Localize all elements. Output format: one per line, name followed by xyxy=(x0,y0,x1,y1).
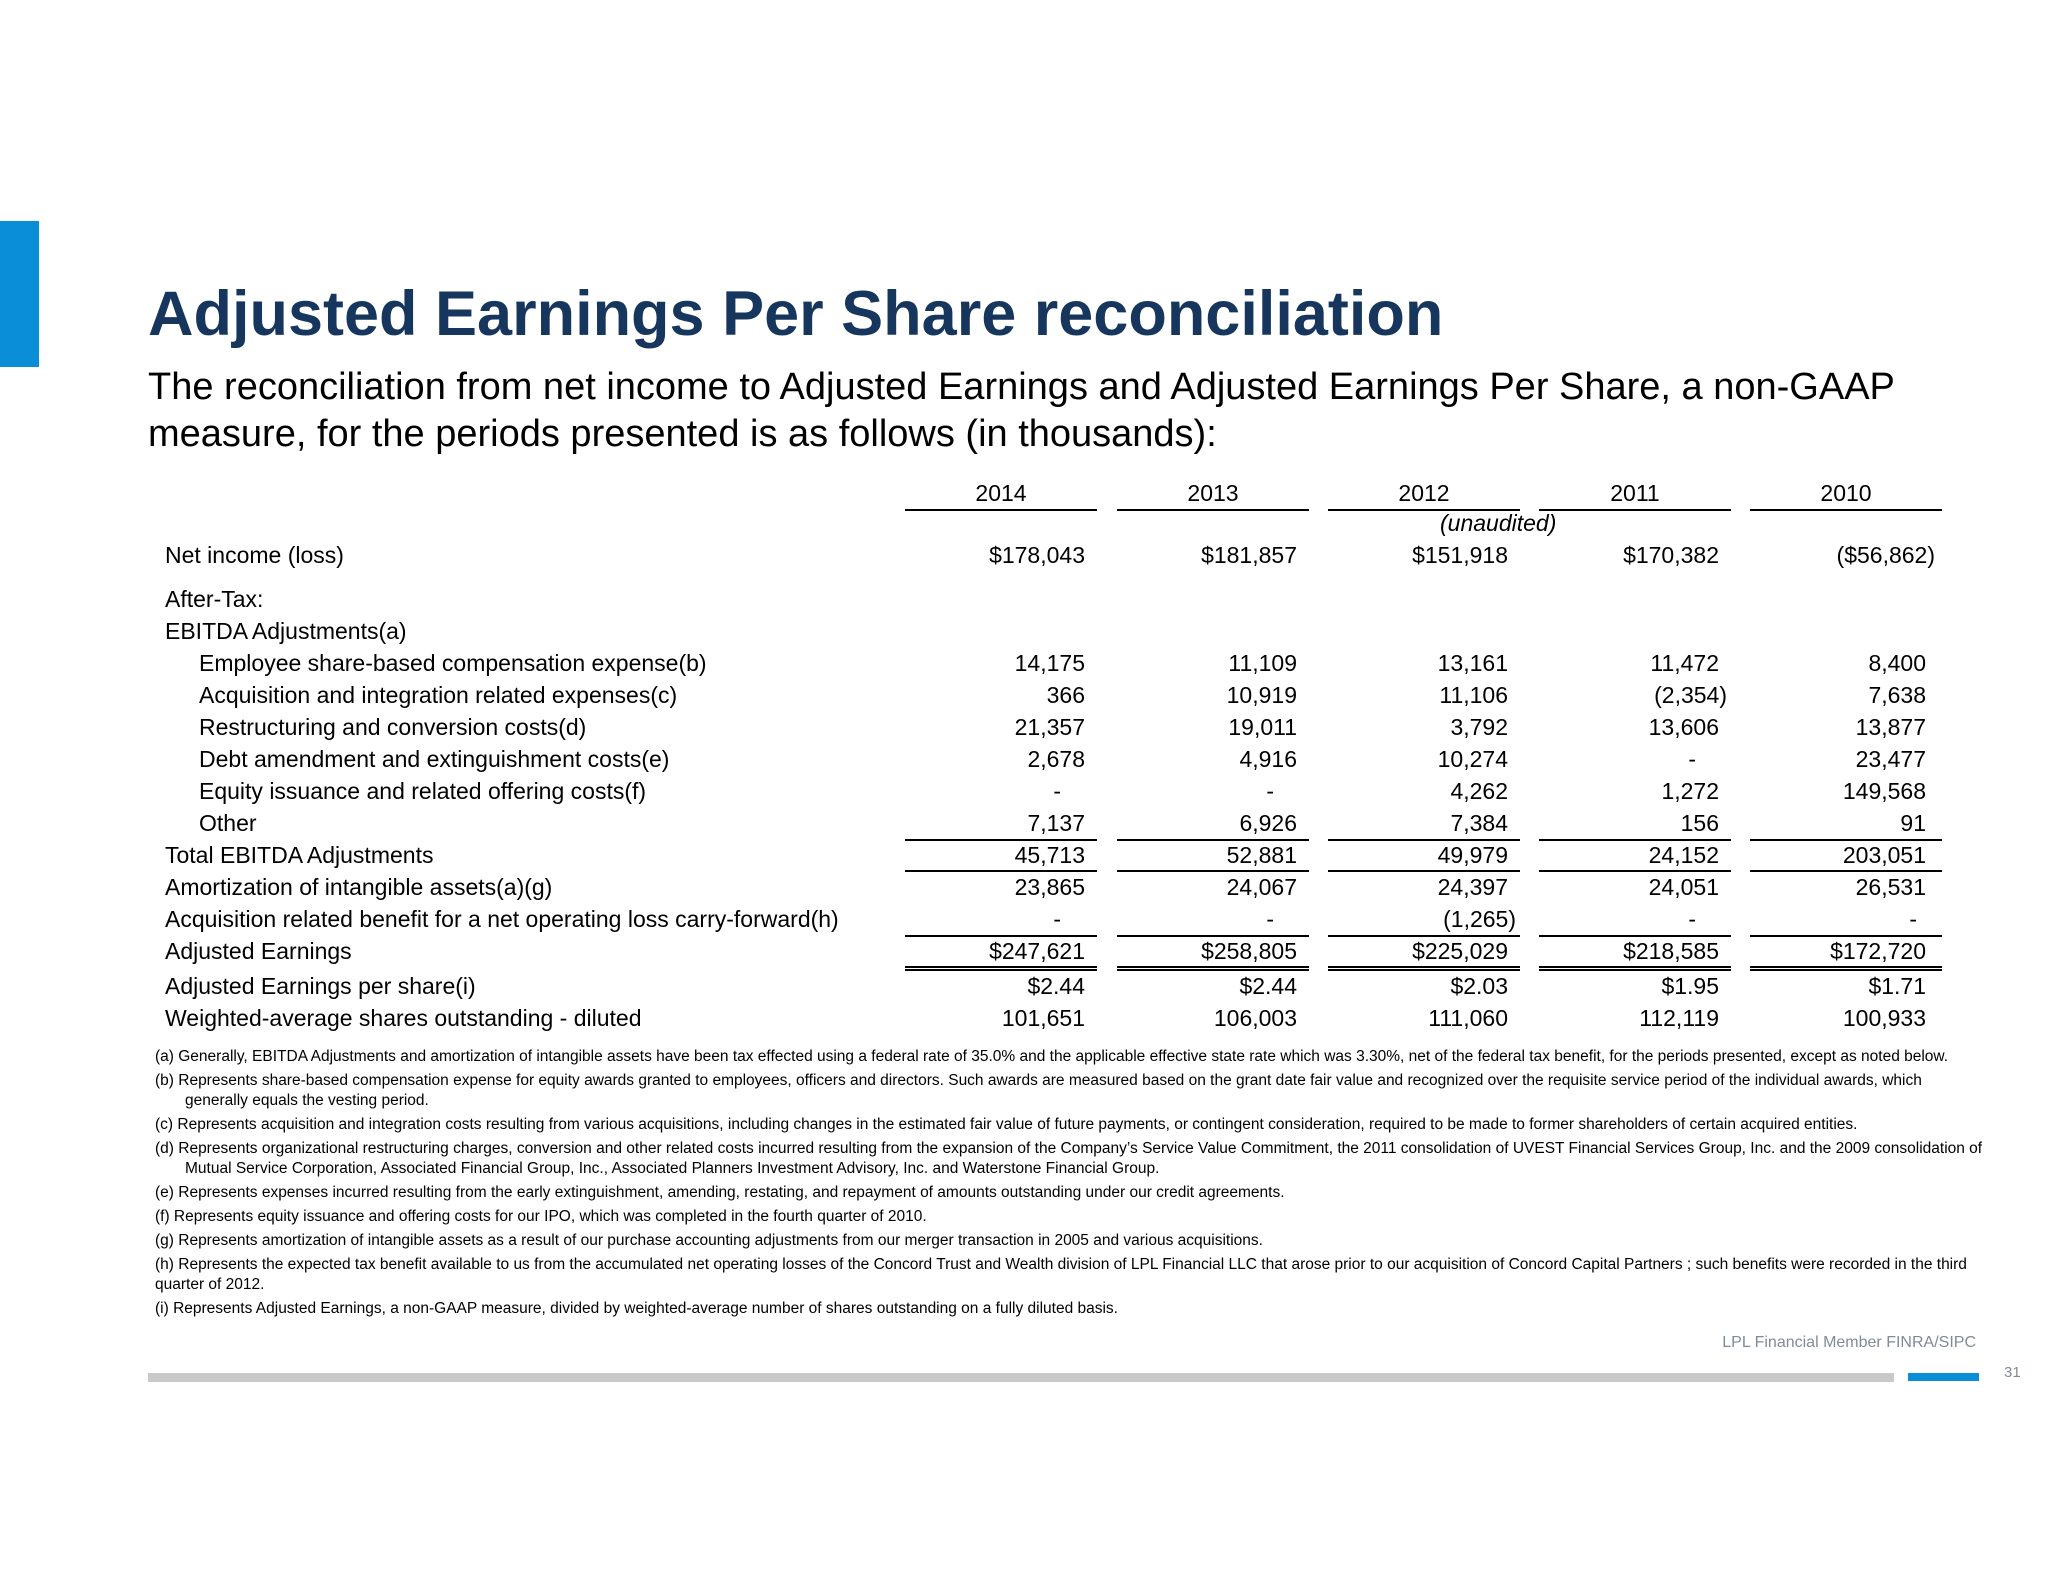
footnote: (g) Represents amortization of intangible assets as a result of our purchase accounting adjustments from our merger transaction in 2005 and various acquisitions. xyxy=(155,1232,1263,1249)
header-rule xyxy=(905,509,1097,511)
cell-value: 49,979 xyxy=(1437,842,1508,868)
header-rule xyxy=(1117,509,1309,511)
cell-value: 366 xyxy=(1046,682,1085,708)
total-double-rule xyxy=(1117,966,1309,971)
footnote: (i) Represents Adjusted Earnings, a non-GAAP measure, divided by weighted-average number of shares outstanding on a fully diluted basis. xyxy=(155,1300,1118,1317)
row-label: Acquisition and integration related expenses(c) xyxy=(199,682,678,708)
cell-value: $170,382 xyxy=(1623,542,1719,568)
cell-value: 23,865 xyxy=(1014,874,1085,900)
row-label: Employee share-based compensation expense(b) xyxy=(199,650,707,676)
row-label: Net income (loss) xyxy=(165,542,344,568)
row-label: Equity issuance and related offering costs(f) xyxy=(199,778,647,804)
row-label: After-Tax: xyxy=(165,586,264,612)
subtotal-rule xyxy=(1117,870,1309,872)
cell-value: 7,384 xyxy=(1450,810,1508,836)
row-label: Acquisition related benefit for a net operating loss carry-forward(h) xyxy=(165,906,839,932)
total-double-rule xyxy=(1539,966,1731,971)
subtotal-rule xyxy=(1539,870,1731,872)
cell-value: 11,472 xyxy=(1650,650,1719,676)
cell-value: 7,638 xyxy=(1868,682,1926,708)
row-label: Weighted-average shares outstanding - diluted xyxy=(165,1005,642,1031)
cell-value: 24,152 xyxy=(1648,842,1719,868)
unaudited-note: (unaudited) xyxy=(1440,510,1557,536)
footnote: (h) Represents the expected tax benefit available to us from the accumulated net operating losses of the Concord Trust and Wealth division of LPL Financial LLC that arose prior to our acquisition of Concord Capital Partners ; such benefits were recorded in the third quarter of 2012. xyxy=(155,1256,1967,1293)
cell-value: 112,119 xyxy=(1639,1005,1719,1031)
cell-value: 10,919 xyxy=(1226,682,1297,708)
cell-value: 19,011 xyxy=(1228,714,1297,740)
header-rule xyxy=(1539,509,1731,511)
footer-blue-bar xyxy=(1908,1373,1979,1381)
cell-value: $225,029 xyxy=(1412,938,1508,964)
cell-value: $247,621 xyxy=(989,938,1085,964)
cell-value: 13,161 xyxy=(1437,650,1508,676)
cell-value: 1,272 xyxy=(1661,778,1719,804)
cell-value: - xyxy=(1266,778,1274,804)
subtotal-rule xyxy=(905,870,1097,872)
cell-value: $172,720 xyxy=(1830,938,1926,964)
cell-value: 8,400 xyxy=(1868,650,1926,676)
cell-value: 24,067 xyxy=(1226,874,1297,900)
cell-value: - xyxy=(1266,906,1274,932)
cell-value: $151,918 xyxy=(1412,542,1508,568)
cell-value: $258,805 xyxy=(1201,938,1297,964)
footnote: (f) Represents equity issuance and offering costs for our IPO, which was completed in the fourth quarter of 2010. xyxy=(155,1208,927,1225)
cell-value: - xyxy=(1688,746,1696,772)
cell-value: $2.44 xyxy=(1027,973,1085,999)
cell-value: $181,857 xyxy=(1201,542,1297,568)
cell-value: 45,713 xyxy=(1014,842,1085,868)
footnote: (d) Represents organizational restructuring charges, conversion and other related costs incurred resulting from the expansion of the Company’s Service Value Commitment, the 2011 consolidation of UVEST Financial Services Group, Inc. and the 2009 consolidation of Mutual Service Corporation, Associated Financial Group, Inc., Associated Planners Investment Advisory, Inc. and Waterstone Financial Group. xyxy=(155,1140,1983,1177)
cell-value: $218,585 xyxy=(1623,938,1719,964)
footnotes xyxy=(155,1047,1985,1323)
total-double-rule xyxy=(1750,966,1942,971)
year-header: 2012 xyxy=(1398,480,1450,506)
total-double-rule xyxy=(1328,966,1520,971)
cell-value: 156 xyxy=(1680,810,1719,836)
cell-value: 101,651 xyxy=(1001,1005,1085,1031)
cell-value: 4,262 xyxy=(1450,778,1508,804)
cell-value: 11,109 xyxy=(1228,650,1297,676)
cell-value: 2,678 xyxy=(1027,746,1085,772)
footer-brand: LPL Financial Member FINRA/SIPC xyxy=(1722,1334,1976,1351)
cell-value: 24,051 xyxy=(1648,874,1719,900)
cell-value: 14,175 xyxy=(1014,650,1085,676)
row-label: Debt amendment and extinguishment costs(e) xyxy=(199,746,670,772)
cell-value: 11,106 xyxy=(1439,682,1508,708)
cell-value: 6,926 xyxy=(1239,810,1297,836)
cell-value: $1.95 xyxy=(1661,973,1719,999)
page-title: Adjusted Earnings Per Share reconciliation xyxy=(148,279,1444,349)
cell-value: 26,531 xyxy=(1855,874,1926,900)
cell-value: $2.44 xyxy=(1239,973,1297,999)
cell-value: 100,933 xyxy=(1842,1005,1926,1031)
cell-value: 203,051 xyxy=(1842,842,1926,868)
cell-value: 23,477 xyxy=(1855,746,1926,772)
cell-value: - xyxy=(1688,906,1696,932)
cell-value: 149,568 xyxy=(1842,778,1926,804)
header-rule xyxy=(1750,509,1942,511)
cell-value: 106,003 xyxy=(1213,1005,1297,1031)
cell-value: 13,606 xyxy=(1648,714,1719,740)
cell-value: 3,792 xyxy=(1450,714,1508,740)
row-label: Total EBITDA Adjustments xyxy=(165,842,434,868)
cell-value: - xyxy=(1053,778,1061,804)
cell-value: 111,060 xyxy=(1428,1005,1508,1031)
cell-value: ($56,862) xyxy=(1836,542,1935,568)
cell-value: $1.71 xyxy=(1868,973,1926,999)
row-label: Adjusted Earnings per share(i) xyxy=(165,973,476,999)
row-label: Adjusted Earnings xyxy=(165,938,352,964)
page-number: 31 xyxy=(2004,1364,2021,1381)
footnote: (a) Generally, EBITDA Adjustments and amortization of intangible assets have been tax effected using a federal rate of 35.0% and the applicable effective state rate which was 3.30%, net of the federal tax benefit, for the periods presented, except as noted below. xyxy=(155,1048,1949,1065)
row-label: EBITDA Adjustments(a) xyxy=(165,618,407,644)
year-header: 2010 xyxy=(1820,480,1872,506)
cell-value: 52,881 xyxy=(1226,842,1297,868)
footer-gray-bar xyxy=(148,1373,1894,1382)
subtotal-rule xyxy=(1328,870,1520,872)
cell-value: $2.03 xyxy=(1450,973,1508,999)
cell-value: - xyxy=(1053,906,1061,932)
total-double-rule xyxy=(905,966,1097,971)
cell-value: 91 xyxy=(1900,810,1926,836)
year-header: 2011 xyxy=(1610,480,1660,506)
cell-value: 7,137 xyxy=(1027,810,1085,836)
subtotal-rule xyxy=(1750,870,1942,872)
year-header: 2013 xyxy=(1187,480,1239,506)
reconciliation-table xyxy=(0,475,2048,1035)
row-label: Other xyxy=(199,810,257,836)
footnote: (c) Represents acquisition and integration costs resulting from various acquisitions, including changes in the estimated fair value of future payments, or contingent consideration, required to be made to former shareholders of certain acquired entities. xyxy=(155,1116,1858,1133)
footnote: (b) Represents share-based compensation expense for equity awards granted to employees, officers and directors. Such awards are measured based on the grant date fair value and recognized over the requisite service period of the individual awards, which generally equals the vesting period. xyxy=(155,1072,1922,1109)
accent-bar xyxy=(0,221,39,367)
cell-value: $178,043 xyxy=(989,542,1085,568)
cell-value: 4,916 xyxy=(1239,746,1297,772)
cell-value: (1,265) xyxy=(1443,906,1516,932)
year-header: 2014 xyxy=(975,480,1027,506)
row-label: Amortization of intangible assets(a)(g) xyxy=(165,874,553,900)
cell-value: 24,397 xyxy=(1437,874,1508,900)
row-label: Restructuring and conversion costs(d) xyxy=(199,714,587,740)
cell-value: 21,357 xyxy=(1014,714,1085,740)
footnote: (e) Represents expenses incurred resulting from the early extinguishment, amending, restating, and repayment of amounts outstanding under our credit agreements. xyxy=(155,1184,1285,1201)
page-subtitle: The reconciliation from net income to Adjusted Earnings and Adjusted Earnings Per Share, a non-GAAP measure, for the periods presented is as follows (in thousands): xyxy=(148,366,1895,455)
cell-value: 13,877 xyxy=(1855,714,1926,740)
cell-value: 10,274 xyxy=(1437,746,1508,772)
cell-value: (2,354) xyxy=(1654,682,1727,708)
cell-value: - xyxy=(1909,906,1917,932)
